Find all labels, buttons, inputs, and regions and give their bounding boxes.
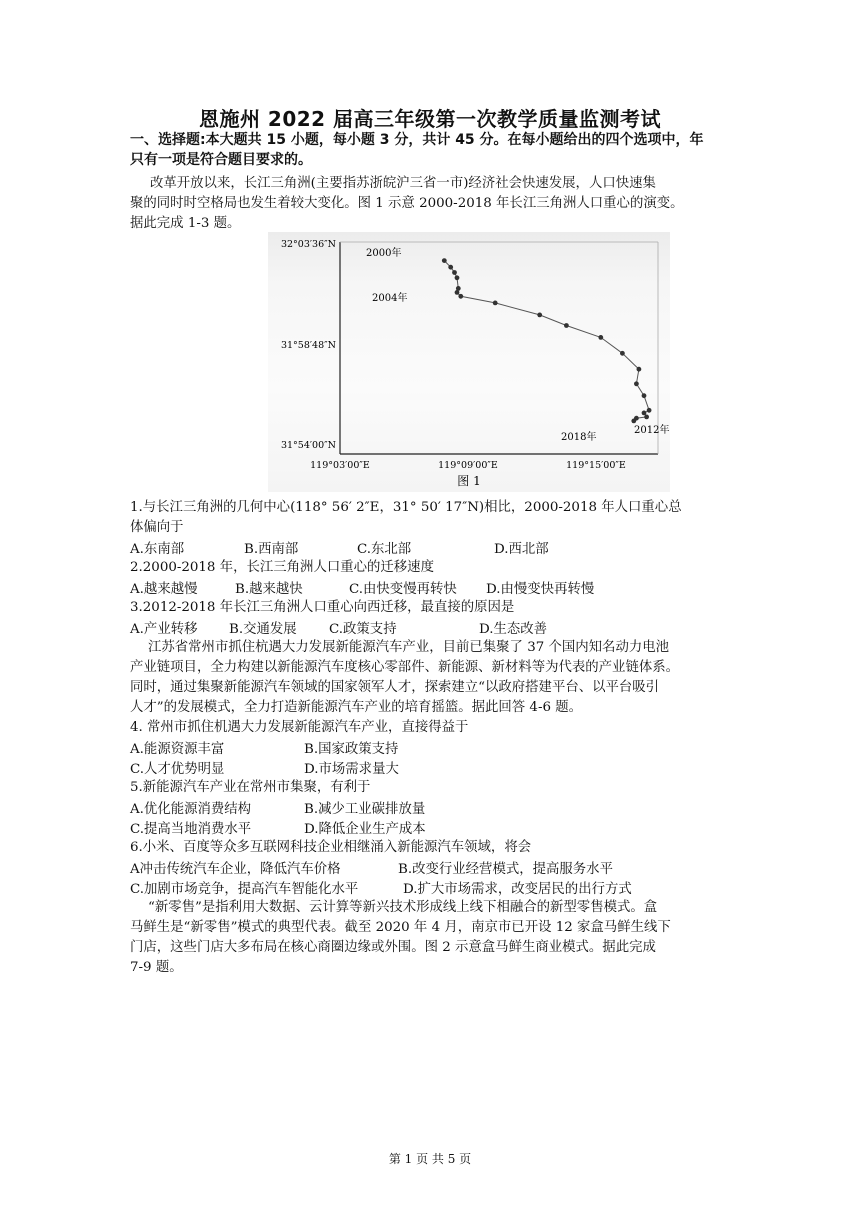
q4-option-d: D.市场需求量大: [304, 762, 399, 777]
q3-option-d: D.生态改善: [479, 622, 548, 637]
series-line: [444, 261, 649, 421]
q4-stem: 4. 常州市抓住机遇大力发展新能源汽车产业，直接得益于: [130, 720, 469, 735]
x-tick-label-3: 119°15′00″E: [566, 460, 626, 471]
section-heading-line-1: 一、选择题:本大题共 15 小题，每小题 3 分，共计 45 分。在每小题给出的四个选项中，年: [130, 132, 704, 148]
passage3-line-4: 7-9 题。: [130, 960, 183, 975]
q3-option-c: C.政策支持: [329, 622, 397, 637]
passage3-line-2: 马鲜生是“新零售”模式的典型代表。截至 2020 年 4 月，南京市已开设 12 家盒马鲜生线下: [130, 920, 671, 935]
q1-stem-line-2: 体偏向于: [130, 520, 184, 535]
data-point-6: [455, 290, 460, 295]
q2-option-c: C.由快变慢再转快: [349, 582, 457, 597]
passage2-line-1: 江苏省常州市抓住杭遇大力发展新能源汽车产业，目前已集聚了 37 个国内知名动力电池: [148, 640, 670, 655]
q4-option-c: C.人才优势明显: [130, 762, 225, 777]
annotation-2004: 2004年: [372, 293, 408, 304]
x-tick-label-1: 119°03′00″E: [310, 460, 370, 471]
q1-option-a: A.东南部: [130, 542, 185, 557]
passage2-line-2: 产业链项目，全力构建以新能源汽车度核心零部件、新能源、新材料等为代表的产业链体系。: [130, 660, 680, 675]
q6-option-b: B.改变行业经营模式，提高服务水平: [398, 862, 613, 877]
q2-option-d: D.由慢变快再转慢: [486, 582, 595, 597]
data-point-8: [493, 301, 498, 306]
data-point-17: [642, 411, 647, 416]
q1-option-b: B.西南部: [244, 542, 299, 557]
data-point-3: [452, 270, 457, 275]
passage1-line-1: 改革开放以来，长江三角洲(主要指苏浙皖沪三省一市)经济社会快速发展，人口快速集: [150, 176, 656, 191]
page-footer: 第 1 页 共 5 页: [388, 1152, 472, 1166]
q4-option-a: A.能源资源丰富: [130, 742, 225, 757]
figure-1-caption: 图 1: [457, 474, 481, 488]
data-point-4: [455, 275, 460, 280]
q5-option-b: B.减少工业碳排放量: [304, 802, 426, 817]
q4-option-b: B.国家政策支持: [304, 742, 399, 757]
passage2-line-4: 人才”的发展模式，全力打造新能源汽车产业的培育摇篮。据此回答 4-6 题。: [130, 700, 583, 715]
data-point-15: [642, 393, 647, 398]
q5-option-a: A.优化能源消费结构: [130, 802, 252, 817]
data-point-2: [448, 265, 453, 270]
passage1-line-3: 据此完成 1-3 题。: [130, 216, 241, 231]
q5-option-c: C.提高当地消费水平: [130, 822, 252, 837]
q2-stem: 2.2000-2018 年，长江三角洲人口重心的迁移速度: [130, 560, 434, 575]
y-tick-label-2: 31°58′48″N: [280, 340, 336, 351]
data-point-1: [442, 258, 447, 263]
figure-1-svg: [268, 232, 670, 492]
passage3-line-1: “新零售”是指利用大数据、云计算等新兴技术形成线上线下相融合的新型零售模式。盒: [148, 900, 658, 915]
q2-option-a: A.越来越慢: [130, 582, 198, 597]
q6-stem: 6.小米、百度等众多互联网科技企业相继涌入新能源汽车领域，将会: [130, 840, 532, 855]
q3-stem: 3.2012-2018 年长江三角洲人口重心向西迁移，最直接的原因是: [130, 600, 515, 615]
q5-stem: 5.新能源汽车产业在常州市集聚，有利于: [130, 780, 371, 795]
data-point-16: [647, 408, 652, 413]
data-point-11: [598, 335, 603, 340]
data-point-13: [637, 367, 642, 372]
q5-option-d: D.降低企业生产成本: [304, 822, 426, 837]
q6-option-a: A冲击传统汽车企业，降低汽车价格: [130, 862, 341, 877]
x-tick-label-2: 119°09′00″E: [438, 460, 498, 471]
data-point-14: [634, 381, 639, 386]
data-point-7: [458, 294, 463, 299]
section-heading-line-2: 只有一项是符合题目要求的。: [130, 152, 312, 168]
annotation-2000: 2000年: [366, 248, 402, 259]
figure-1-chart: [268, 232, 670, 492]
data-point-10: [564, 323, 569, 328]
q6-option-c: C.加剧市场竞争，提高汽车智能化水平: [130, 882, 359, 897]
y-tick-label-3: 31°54′00″N: [280, 440, 336, 451]
series-points: [442, 258, 652, 423]
q3-option-a: A.产业转移: [130, 622, 198, 637]
exam-title: 恩施州 2022 届高三年级第一次教学质量监测考试: [198, 107, 662, 131]
q1-stem-line-1: 1.与长江三角洲的几何中心(118° 56′ 2″E，31° 50′ 17″N)相比，2000-2018 年人口重心总: [130, 500, 682, 515]
data-point-9: [537, 313, 542, 318]
q6-option-d: D.扩大市场需求，改变居民的出行方式: [403, 882, 632, 897]
q3-option-b: B.交通发展: [229, 622, 297, 637]
data-point-18: [644, 415, 649, 420]
passage1-line-2: 聚的同时时空格局也发生着较大变化。图 1 示意 2000-2018 年长江三角洲人口重心的演变。: [130, 196, 684, 211]
q1-option-c: C.东北部: [357, 542, 412, 557]
annotation-2012: 2012年: [634, 425, 670, 436]
annotation-2018: 2018年: [561, 432, 597, 443]
y-tick-label-1: 32°03′36″N: [280, 239, 336, 250]
q2-option-b: B.越来越快: [235, 582, 303, 597]
q1-option-d: D.西北部: [494, 542, 549, 557]
passage2-line-3: 同时，通过集聚新能源汽车领域的国家领军人才，探索建立“以政府搭建平台、以平台吸引: [130, 680, 660, 695]
data-point-20: [631, 419, 636, 424]
data-point-12: [620, 351, 625, 356]
passage3-line-3: 门店，这些门店大多布局在核心商圈边缘或外围。图 2 示意盒马鲜生商业模式。据此完成: [130, 940, 656, 955]
